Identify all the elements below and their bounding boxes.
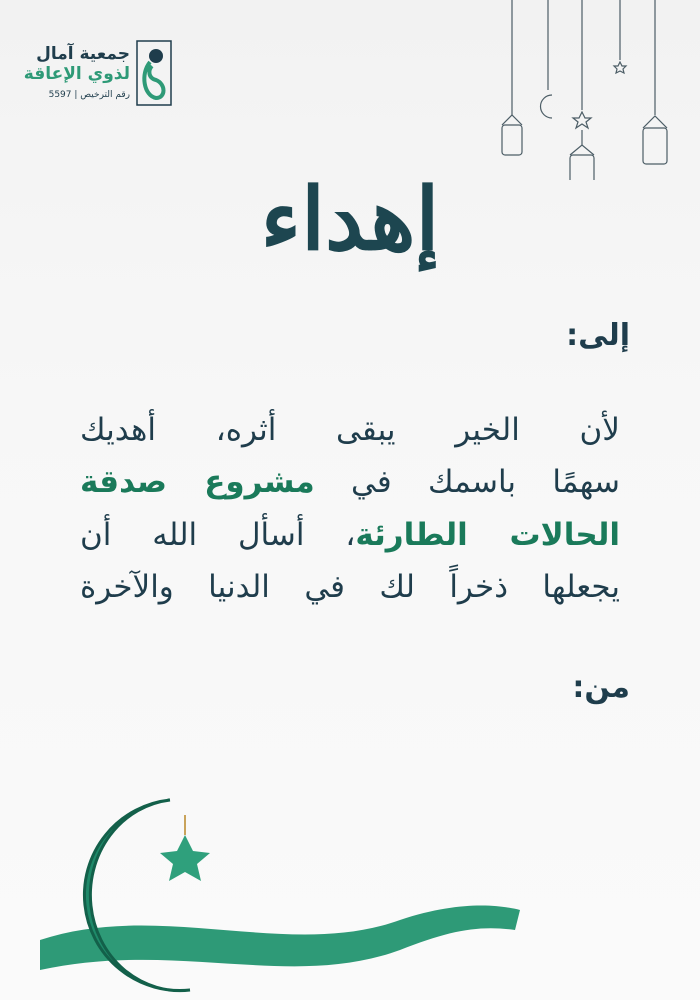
crescent-ribbon-decoration: [40, 790, 540, 1000]
message-line-3-text: ، أسأل الله أن: [80, 517, 356, 553]
page-title: إهداء: [260, 169, 440, 270]
logo-name-line2: لذوي الإعاقة: [23, 64, 130, 84]
message-line-2-text: سهمًا باسمك في: [314, 464, 620, 500]
association-logo: [23, 40, 172, 110]
message-line-1: لأن الخير يبقى أثره، أهديك: [80, 412, 620, 448]
project-name-highlight-2: الحالات الطارئة: [355, 517, 620, 553]
from-label: من:: [572, 670, 630, 705]
logo-name-line1: جمعية آمال: [36, 44, 130, 64]
logo-license: رقم الترخيص | 5597: [48, 90, 130, 100]
hanging-lanterns-decoration: [490, 0, 700, 180]
logo-emblem-icon: [136, 40, 172, 106]
to-label: إلى:: [566, 318, 630, 353]
message-line-4: يجعلها ذخراً لك في الدنيا والآخرة: [80, 569, 620, 605]
message-line-2: [80, 464, 620, 500]
project-name-highlight-1: مشروع صدقة: [80, 464, 315, 500]
message-line-3: [80, 517, 620, 553]
